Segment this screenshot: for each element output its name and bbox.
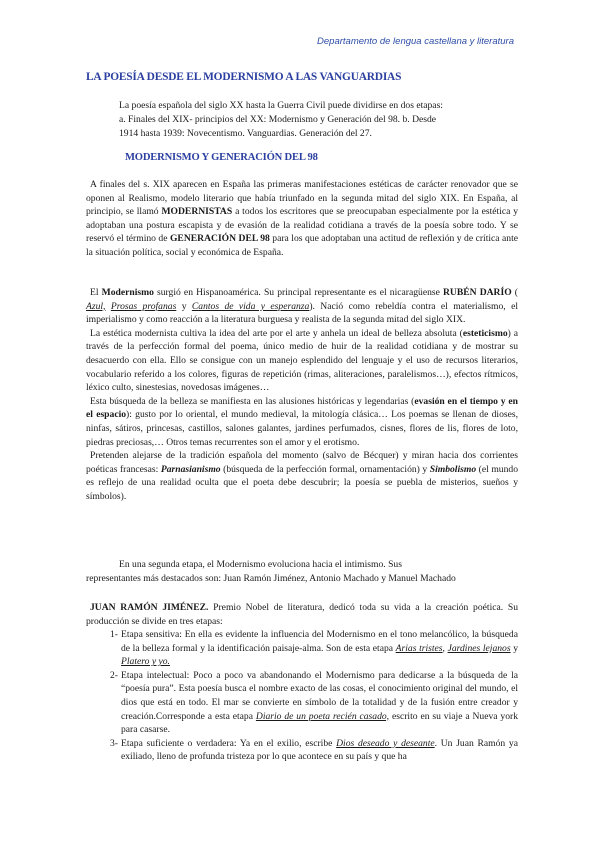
paragraph-evasion: Esta búsqueda de la belleza se manifiesta en las alusiones históricas y legendarias (evasión en el tiempo y en el espacio): gusto por lo oriental, el mundo medieval, la mitología clásica… Los poemas se llenan de dioses, ninfas, sátiros, princesas, castillos, salones galantes, jardines perfumados, cisnes, flores de lis, flores de loto, piedras preciosas,… Otros temas recurrentes son el amor y el erotismo.: [86, 395, 518, 448]
term-generacion-98: GENERACIÓN DEL 98: [169, 233, 270, 245]
etapas-list: [86, 628, 518, 764]
list-item: 2- Etapa intelectual: Poco a poco va abandonando el Modernismo para dedicarse a la búsqueda de la “poesía pura”. Esta poesía busca el nombre exacto de las cosas, el conocimiento original del mundo, el dios que está en todo. El mar se convierte en símbolo de la totalidad y de la fusión entre creador y creación.Corresponde a esta etapa Diario de un poeta recién casado, escrito en su viaje a Nueva york para casarse.: [110, 669, 519, 736]
list-item: 3- Etapa suficiente o verdadera: Ya en el exilio, escribe Dios deseado y deseante. Un Juan Ramón ya exiliado, lleno de profunda tristeza por lo que acontece en su país y que ha: [110, 737, 518, 763]
paragraph-segunda-etapa: En una segunda etapa, el Modernismo evoluciona hacia el intimismo. Sus representantes más destacados son: Juan Ramón Jiménez, Antonio Machado y Manuel Machado: [86, 559, 456, 584]
paragraph-dario: El Modernismo surgió en Hispanoamérica. Su principal representante es el nicaragüense RUBÉN DARÍO ( Azul, Prosas profanas y Cantos de vida y esperanza). Nació como rebeldía contra el materialismo, el imperialismo y como reacción a la literatura burguesa y realista de la segunda mitad del siglo XIX.: [86, 287, 518, 326]
paragraphs-modernismo: [86, 286, 518, 504]
intro-line: 1914 hasta 1939: Novecentismo. Vanguardias. Generación del 27.: [119, 128, 372, 139]
intro-line: a. Finales del XIX- principios del XX: Modernismo y Generación del 98. b. Desde: [119, 114, 437, 125]
work-title: Arias tristes: [395, 642, 443, 654]
paragraph-estetica: La estética modernista cultiva la idea del arte por el arte y anhela un ideal de belleza absoluta (esteticismo) a través de la perfección formal del poema, único medio de huir de la realidad cotidiana y de mostrar su desacuerdo con ella. Ello se consigue con un manejo esplendido del lenguaje y el uso de recursos literarios, vocabulario referido a los colores, figuras de repetición (rimas, aliteraciones, paralelismos…), efectos rítmicos, léxico culto, sinestesias, novedosas imágenes…: [86, 327, 519, 394]
paragraph-corrientes: Pretenden alejarse de la tradición española del momento (salvo de Bécquer) y miran hacia dos corrientes poéticas francesas: Parnasianismo (búsqueda de la perfección formal, ornamentación) y Simbolismo (el mundo es reflejo de una realidad oculta que el poeta debe descubrir; la poesía se puebla de misterios, sueños y símbolos).: [86, 450, 518, 502]
paragraph-intro-modernismo: A finales del s. XIX aparecen en España las primeras manifestaciones estéticas de carácter renovador que se oponen al Realismo, modelo literario que había triunfado en la segunda mitad del siglo XIX. En España, al principio, se llamó MODERNISTAS a todos los escritores que se preocupaban especialmente por la estética y adoptaban una postura escapista y de evasión de la realidad cotidiana a través de la poesía sobre todo. Y se reservó el término de GENERACIÓN DEL 98 para los que adoptaban una actitud de reflexión y de crítica ante la situación política, social y económica de España.: [86, 179, 518, 258]
term-evasion: evasión en el tiempo y en el espacio: [86, 395, 518, 421]
author-ruben-dario: RUBÉN DARÍO: [443, 287, 512, 298]
paragraph-jrj: JUAN RAMÓN JIMÉNEZ. Premio Nobel de literatura, dedicó toda su vida a la creación poética. Su producción se divide en tres etapas:: [86, 602, 519, 627]
author-juan-ramon-jimenez: JUAN RAMÓN JIMÉNEZ.: [90, 602, 209, 613]
work-title: Jardines lejanos: [447, 642, 511, 654]
work-title: Cantos de vida y esperanza: [191, 300, 310, 312]
term-esteticismo: esteticismo: [462, 327, 508, 339]
intro-line: La poesía española del siglo XX hasta la Guerra Civil puede dividirse en dos etapas:: [119, 100, 443, 111]
section-subtitle: MODERNISMO Y GENERACIÓN DEL 98: [125, 152, 318, 163]
work-title: Azul,: [86, 300, 106, 312]
work-title: Dios deseado y deseante: [336, 737, 435, 749]
work-title: Prosas profanas: [110, 300, 177, 312]
term-parnasianismo: Parnasianismo: [160, 463, 221, 475]
page-header: Departamento de lengua castellana y literatura: [317, 36, 514, 47]
term-modernistas: MODERNISTAS: [161, 206, 233, 218]
work-title: Diario de un poeta recién casado,: [255, 710, 390, 722]
term-modernismo: Modernismo: [101, 287, 154, 298]
page-title: LA POESÍA DESDE EL MODERNISMO A LAS VANGUARDIAS: [86, 71, 402, 83]
list-item: 1- Etapa sensitiva: En ella es evidente la influencia del Modernismo en el tono melancólico, la búsqueda de la belleza formal y la identificación paisaje-alma. Son de esta etapa Arias tristes, Jardines lejanos y Platero y yo.: [110, 629, 519, 668]
intro-paragraph: [119, 99, 519, 141]
work-title: Platero y yo.: [121, 656, 170, 668]
term-simbolismo: Simbolismo: [429, 463, 477, 475]
